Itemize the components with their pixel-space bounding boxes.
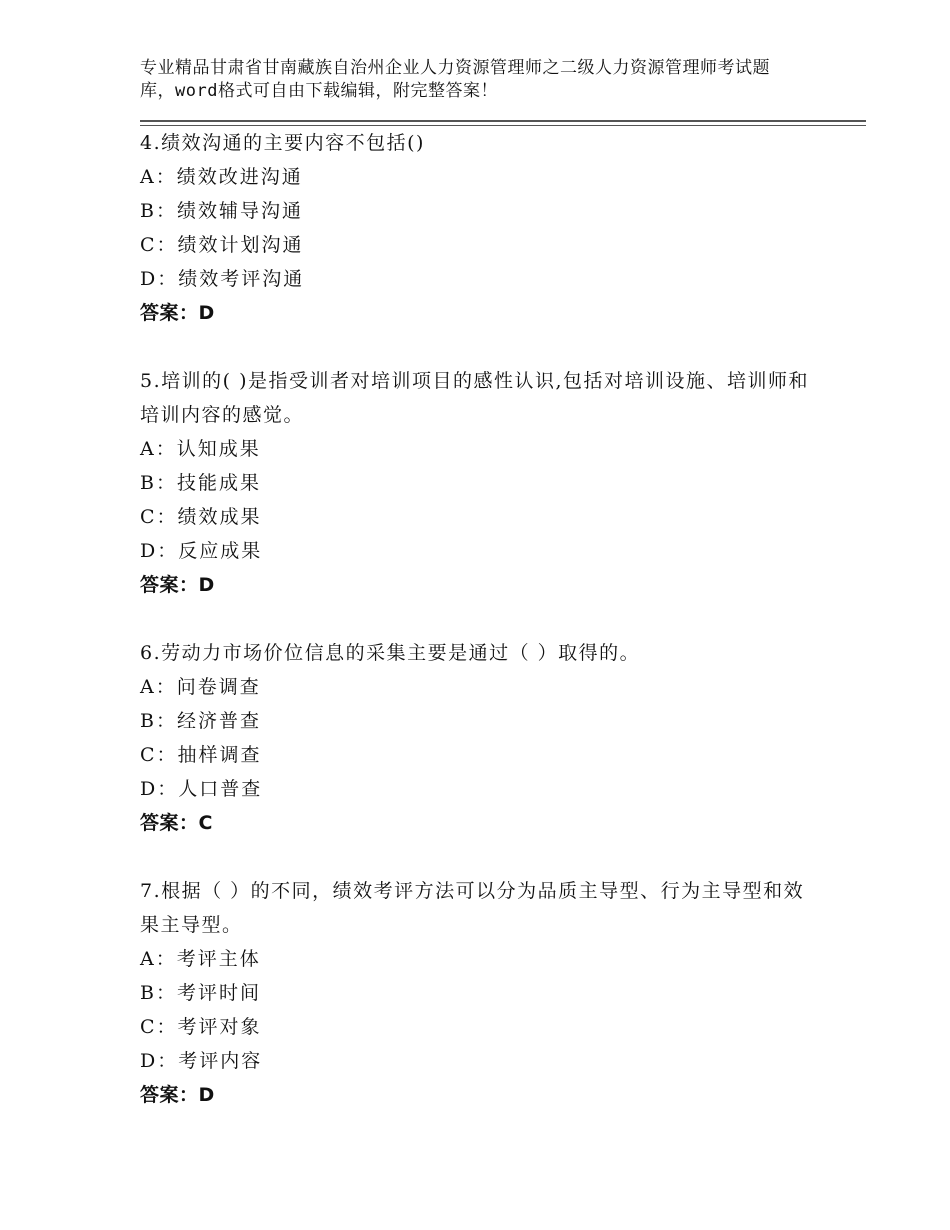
option-a: A：认知成果: [140, 438, 261, 460]
question-stem: 4.绩效沟通的主要内容不包括(): [140, 132, 425, 154]
option-a: A：绩效改进沟通: [140, 166, 303, 188]
header-line-2: 库，word格式可自由下载编辑，附完整答案！: [140, 81, 498, 101]
option-c: C：绩效计划沟通: [140, 234, 304, 256]
question-5: [140, 364, 820, 602]
answer-label: 答案：D: [140, 574, 215, 596]
header-line-1: 专业精品甘肃省甘南藏族自治州企业人力资源管理师之二级人力资源管理师考试题: [140, 58, 770, 78]
option-b: B：绩效辅导沟通: [140, 200, 303, 222]
option-d: D：绩效考评沟通: [140, 268, 305, 290]
option-d: D：反应成果: [140, 540, 263, 562]
question-stem: 7.根据（ ）的不同，绩效考评方法可以分为品质主导型、行为主导型和效果主导型。: [140, 880, 805, 936]
option-a: A：考评主体: [140, 948, 261, 970]
option-d: D：人口普查: [140, 778, 263, 800]
question-4: [140, 126, 820, 330]
question-7: [140, 874, 820, 1112]
question-6: [140, 636, 820, 840]
option-b: B：考评时间: [140, 982, 261, 1004]
option-c: C：考评对象: [140, 1016, 262, 1038]
question-stem: 5.培训的( )是指受训者对培训项目的感性认识,包括对培训设施、培训师和培训内容的感觉。: [140, 370, 810, 426]
option-a: A：问卷调查: [140, 676, 261, 698]
option-c: C：抽样调查: [140, 744, 262, 766]
document-header: [140, 57, 840, 103]
option-b: B：经济普查: [140, 710, 261, 732]
answer-label: 答案：D: [140, 302, 215, 324]
option-c: C：绩效成果: [140, 506, 262, 528]
answer-label: 答案：D: [140, 1084, 215, 1106]
option-b: B：技能成果: [140, 472, 261, 494]
answer-label: 答案：C: [140, 812, 213, 834]
question-stem: 6.劳动力市场价位信息的采集主要是通过（ ）取得的。: [140, 642, 641, 664]
header-divider: [140, 120, 866, 122]
option-d: D：考评内容: [140, 1050, 263, 1072]
question-list: [140, 126, 820, 1146]
